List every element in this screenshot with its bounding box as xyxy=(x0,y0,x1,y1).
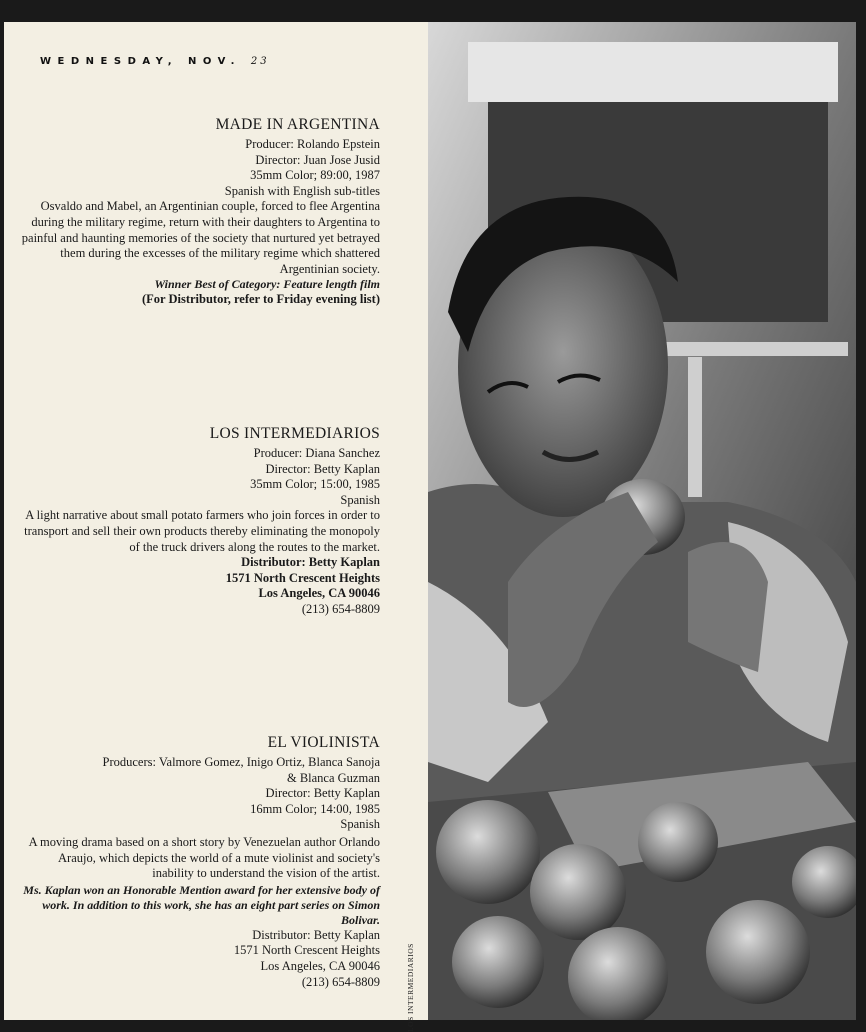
film-title: MADE IN ARGENTINA xyxy=(215,116,380,133)
distributor-phone: (213) 654-8809 xyxy=(301,974,380,989)
distributor-address: 1571 North Crescent Heights xyxy=(233,943,380,958)
film-credit: 35mm Color; 15:00, 1985 xyxy=(250,477,380,492)
day-label: WEDNESDAY, NOV. xyxy=(40,56,241,67)
film-award: Winner Best of Category: Feature length film xyxy=(154,277,380,292)
film-credit: 16mm Color; 14:00, 1985 xyxy=(250,801,380,816)
distributor-name: Distributor: Betty Kaplan xyxy=(241,555,380,570)
distributor-name: Distributor: Betty Kaplan xyxy=(252,927,380,942)
film-credit: 35mm Color; 89:00, 1987 xyxy=(250,168,380,183)
film-description: A light narrative about small potato farmers who join forces in order to transport and sell their own products thereby eliminating the monopoly of the truck drivers along the routes to the market. xyxy=(24,508,380,554)
film-credit: Producer: Diana Sanchez xyxy=(253,446,380,460)
distributor-city: Los Angeles, CA 90046 xyxy=(260,958,380,973)
film-entry-made-in-argentina xyxy=(20,116,380,308)
film-credit: Spanish with English sub-titles xyxy=(224,183,380,198)
film-credit: & Blanca Guzman xyxy=(286,770,380,785)
film-entry-los-intermediarios xyxy=(20,425,380,618)
film-title: EL VIOLINISTA xyxy=(267,734,380,751)
program-page xyxy=(4,22,428,1032)
film-credit: Producers: Valmore Gomez, Inigo Ortiz, Blanca Sanoja xyxy=(102,755,380,769)
film-still-illustration xyxy=(428,22,856,1020)
distributor-phone: (213) 654-8809 xyxy=(301,601,380,616)
day-number: 23 xyxy=(250,56,270,67)
distributor-note: (For Distributor, refer to Friday evening list) xyxy=(141,292,380,307)
film-description: Osvaldo and Mabel, an Argentinian couple, forced to flee Argentina during the military regime, return with their daughters to Argentina to painful and haunting memories of the society that nurtured yet betrayed them during the excesses of the military regime which shattered Argentinian society. xyxy=(21,199,380,276)
page-header xyxy=(40,56,400,67)
film-entry-el-violinista xyxy=(20,734,380,990)
film-credit: Director: Juan Jose Jusid xyxy=(255,152,380,167)
film-award: Ms. Kaplan won an Honorable Mention award for her extensive body of work. In addition to this work, she has an eight part series on Simon Bolivar. xyxy=(23,882,380,927)
film-credit: Director: Betty Kaplan xyxy=(265,786,380,801)
distributor-address: 1571 North Crescent Heights xyxy=(225,570,380,585)
distributor-city: Los Angeles, CA 90046 xyxy=(258,586,380,601)
film-credit: Producer: Rolando Epstein xyxy=(245,137,380,151)
photo-caption: LOS INTERMEDIARIOS xyxy=(406,943,415,1032)
film-credit: Spanish xyxy=(340,492,380,507)
film-still-photo xyxy=(428,22,856,1020)
film-credit: Spanish xyxy=(340,817,380,832)
film-credit: Director: Betty Kaplan xyxy=(265,461,380,476)
film-title: LOS INTERMEDIARIOS xyxy=(209,425,380,442)
film-description: A moving drama based on a short story by Venezuelan author Orlando Araujo, which depicts the world of a mute violinist and society's inability to understand the vision of the artist. xyxy=(28,834,380,881)
